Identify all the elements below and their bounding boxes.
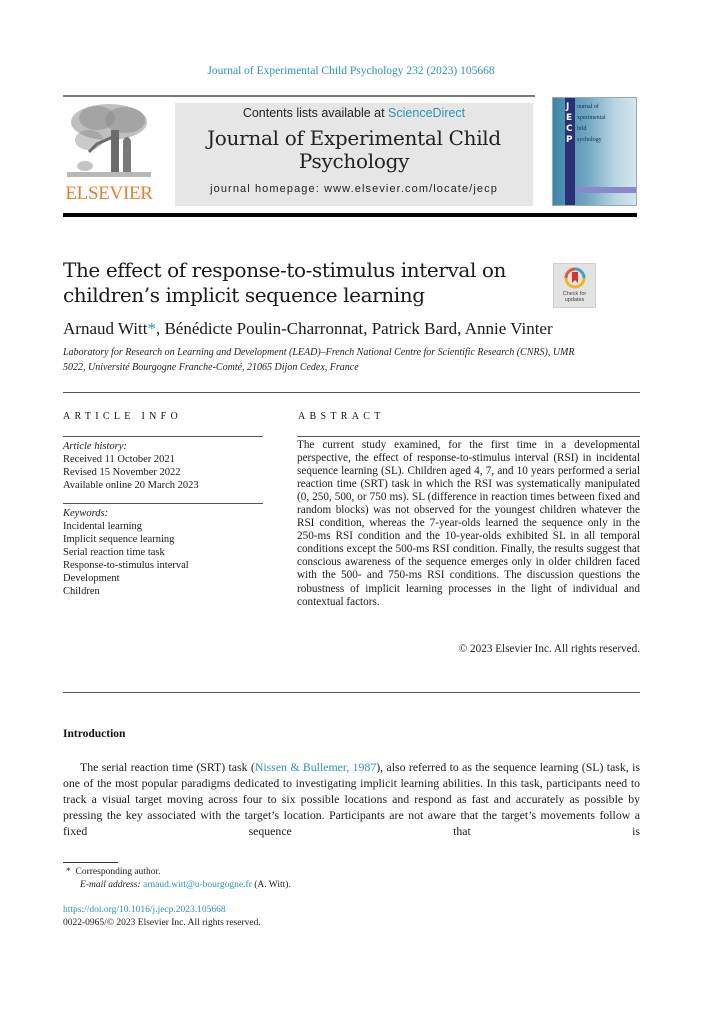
top-divider	[63, 95, 535, 97]
keyword: Incidental learning	[63, 521, 143, 532]
citation-link[interactable]: Nissen & Bullemer, 1987	[254, 760, 377, 774]
journal-homepage	[175, 183, 533, 195]
email-label: E-mail address:	[80, 880, 141, 890]
journal-cover-image[interactable]	[552, 97, 637, 206]
keywords-label: Keywords:	[63, 508, 109, 519]
cover-words: ournal of xperimental hild sychology	[577, 104, 606, 143]
doi-link[interactable]: https://doi.org/10.1016/j.jecp.2023.105668	[63, 905, 226, 915]
keyword: Response-to-stimulus interval	[63, 560, 189, 571]
check-updates-icon	[564, 267, 586, 291]
keyword: Children	[63, 586, 100, 597]
homepage-url[interactable]: www.elsevier.com/locate/jecp	[324, 183, 498, 195]
intro-text-part: The serial reaction time (SRT) task (	[80, 760, 255, 774]
divider	[297, 436, 640, 437]
contents-line	[175, 106, 533, 120]
footnote-text: Corresponding author.	[75, 867, 161, 877]
history-received: Received 11 October 2021	[63, 454, 175, 465]
journal-masthead	[175, 103, 533, 206]
footnote-corresponding	[66, 866, 160, 879]
keyword: Serial reaction time task	[63, 547, 165, 558]
affiliation-line1: Laboratory for Research on Learning and Development (LEAD)–French National Centre for Scientific Research (CNRS), UMR	[63, 347, 575, 358]
author-rest: , Bénédicte Poulin-Charronnat, Patrick Bard, Annie Vinter	[155, 319, 553, 338]
check-updates-label: Check for updates	[562, 291, 587, 303]
article-title-line1: The effect of response-to-stimulus interval on	[63, 258, 507, 282]
keyword: Implicit sequence learning	[63, 534, 175, 545]
intro-text-part: ), also referred to as the sequence learning (SL) task, is one of the most popular paradigms dedicated to investigating implicit learning abilities. In this task, participants need to track a visual target moving across four to six possible locations and respond as fast and accurately as possible by pressing the key associated with the target’s location. Participants are not aware that the target’s movements follow a fixed sequence that is	[63, 760, 640, 839]
affiliation	[63, 346, 643, 375]
divider	[63, 436, 263, 437]
cover-letters: J E C P	[566, 102, 573, 145]
abstract-text: The current study examined, for the first time in a developmental perspective, the effect of response-to-stimulus interval (RSI) in incidental sequence learning (SL). Children aged 4, 7, and 10 years performed a serial reaction time (SRT) task in which the RSI was systematically manipulated (0, 250, 500, or 750 ms). SL (difference in reaction times between fixed and random blocks) was not observed for the youngest children whatever the RSI condition, whereas the 7-year-olds learned the sequence only in the 250-ms RSI condition and the 10-year-olds exhibited SL in all temporal conditions except the 500-ms RSI condition. Finally, the results suggest that conscious awareness of the sequence emerges only in older children faced with the 500- and 750-ms RSI conditions. The discussion questions the robustness of implicit learning processes in the light of individual and contextual factors.	[297, 439, 640, 608]
history-revised: Revised 15 November 2022	[63, 467, 181, 478]
journal-title-line1: Journal of Experimental Child	[207, 126, 501, 150]
introduction-text	[63, 759, 640, 839]
divider	[63, 692, 640, 693]
cover-band	[575, 187, 637, 193]
keyword: Development	[63, 573, 120, 584]
footnote-marker: *	[66, 867, 71, 877]
footnote-divider	[63, 862, 118, 863]
running-header: Journal of Experimental Child Psychology 232 (2023) 105668	[207, 65, 495, 77]
email-link[interactable]: arnaud.witt@u-bourgogne.fr	[142, 880, 252, 890]
email-suffix: (A. Witt).	[251, 880, 291, 890]
author-first[interactable]: Arnaud Witt	[63, 319, 148, 338]
article-history	[63, 440, 263, 492]
check-for-updates-button[interactable]	[553, 263, 596, 308]
introduction-heading: Introduction	[63, 728, 126, 740]
abstract-heading: ABSTRACT	[298, 411, 385, 422]
abstract-copyright: © 2023 Elsevier Inc. All rights reserved.	[458, 643, 640, 655]
corresponding-author-marker[interactable]: *	[147, 319, 156, 338]
journal-title	[175, 127, 533, 173]
contents-prefix: Contents lists available at	[242, 106, 389, 120]
sciencedirect-link[interactable]: ScienceDirect	[388, 106, 466, 120]
affiliation-line2: 5022, Université Bourgogne Franche-Comté, 21065 Dijon Cedex, France	[63, 361, 359, 373]
elsevier-logo[interactable]	[63, 100, 155, 206]
history-available: Available online 20 March 2023	[63, 480, 199, 491]
issn-copyright: 0022-0965/© 2023 Elsevier Inc. All rights reserved.	[63, 918, 261, 928]
masthead-divider	[63, 213, 637, 217]
history-label: Article history:	[63, 441, 127, 452]
author-list	[63, 319, 643, 339]
article-title	[63, 258, 533, 308]
journal-title-line2: Psychology	[298, 149, 410, 173]
homepage-prefix: journal homepage:	[210, 183, 325, 195]
keywords	[63, 507, 263, 598]
divider	[63, 503, 263, 504]
divider	[63, 392, 640, 393]
elsevier-tree-icon	[67, 100, 151, 180]
article-title-line2: children’s implicit sequence learning	[63, 283, 425, 307]
footnote-email	[80, 879, 291, 892]
article-info-heading: ARTICLE INFO	[63, 411, 183, 422]
elsevier-wordmark: ELSEVIER	[65, 183, 153, 204]
